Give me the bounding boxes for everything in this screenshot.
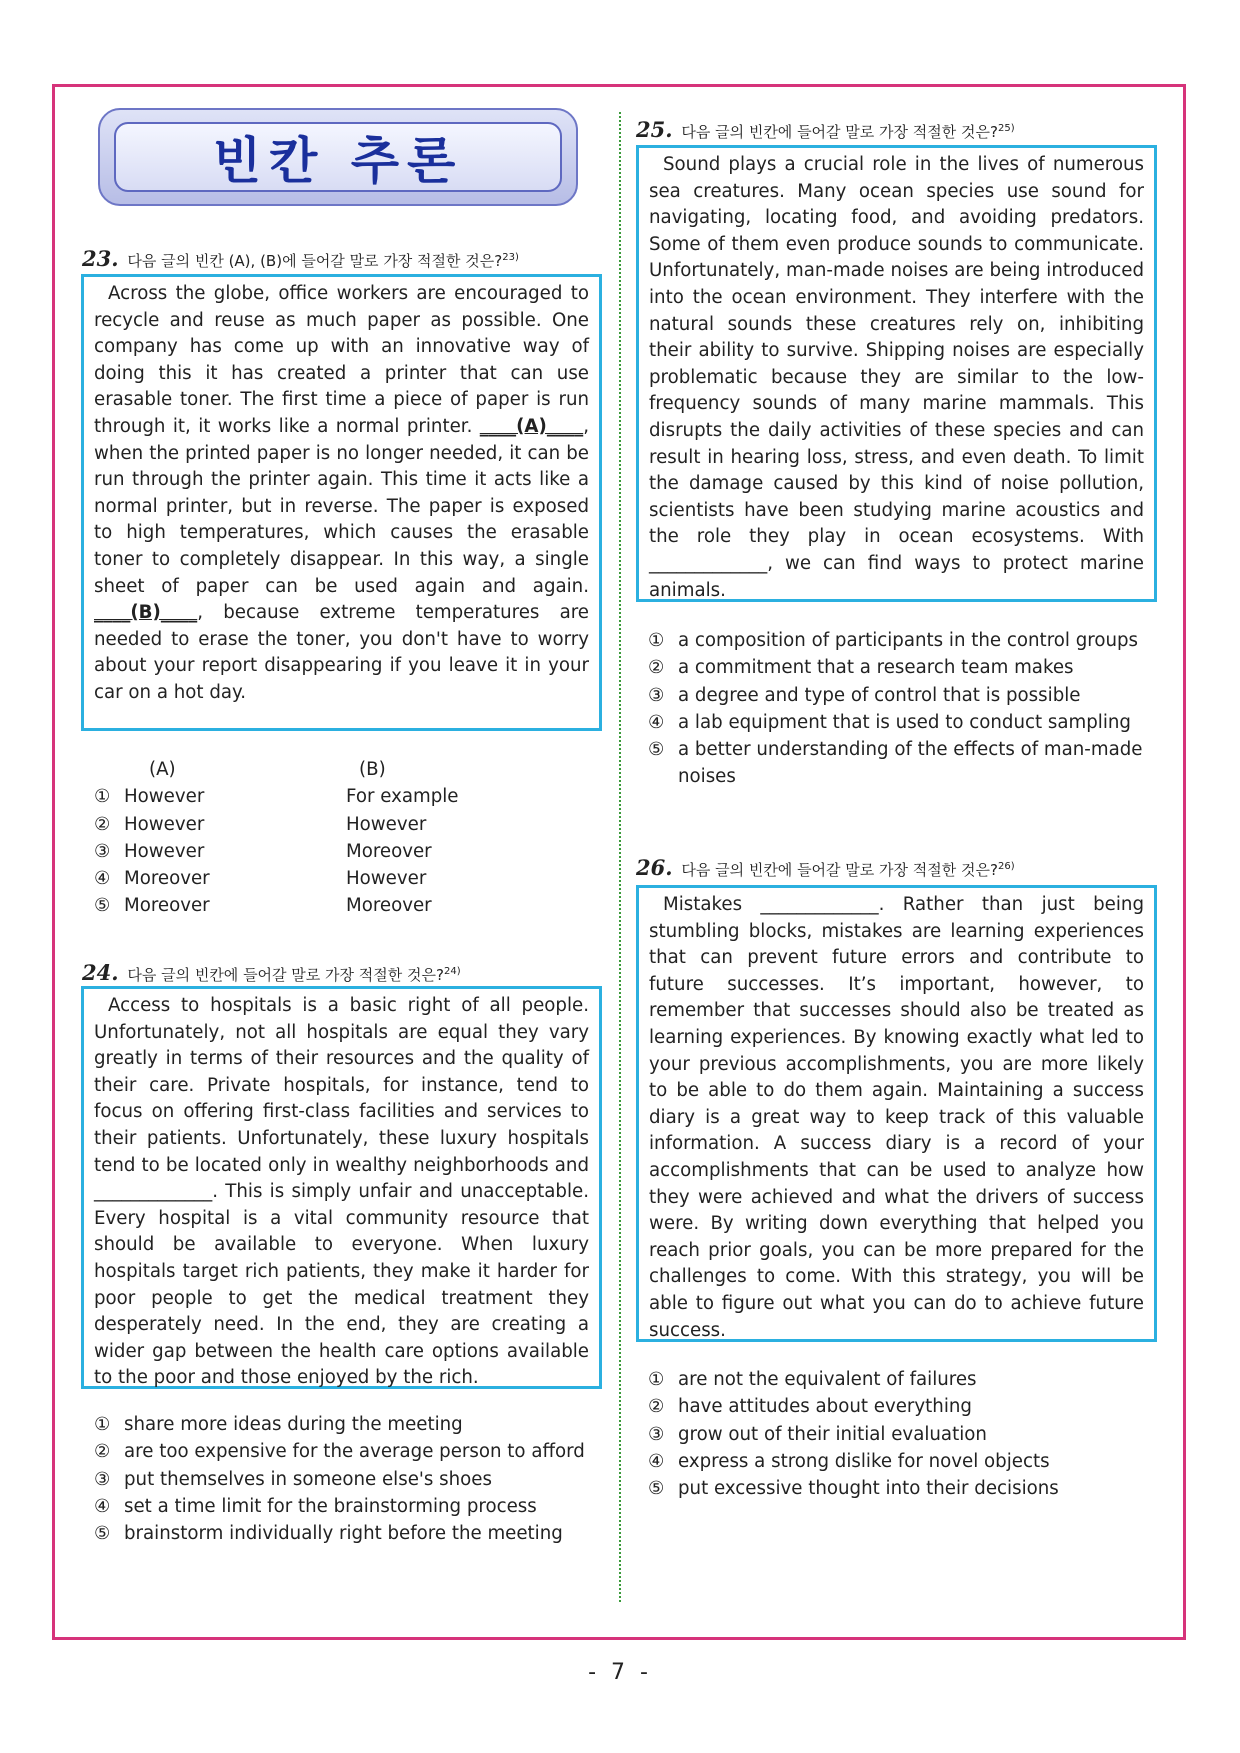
choice-text: a composition of participants in the control groups	[678, 630, 1139, 651]
q24-instruction: 다음 글의 빈칸에 들어갈 말로 가장 적절한 것은?	[127, 966, 444, 984]
q23-passage	[81, 274, 602, 731]
q24-footnote: 24)	[443, 966, 461, 977]
q26-choice-5[interactable]	[648, 1475, 1168, 1502]
choice-text: are not the equivalent of failures	[678, 1369, 977, 1390]
q26-choice-4[interactable]	[648, 1448, 1168, 1475]
choice-text: a degree and type of control that is possible	[678, 684, 1081, 706]
q24-choice-3[interactable]	[94, 1466, 614, 1493]
choice-number: ⑤	[648, 739, 665, 761]
choice-b: However	[346, 813, 427, 835]
q25-choice-2[interactable]	[648, 654, 1168, 681]
q26-choice-3[interactable]	[648, 1421, 1168, 1448]
q25-passage-text: Sound plays a crucial role in the lives of numerous sea creatures. Many ocean species use sound for navigating, locating food, and avoiding predators. Some of them even produce sounds to communicate. Unfortunately, man-made noises are being introduced into the ocean environment. They interfere with the natural sounds these creatures rely on, inhibiting their ability to survive. Shipping noises are especially problematic because they are similar to the low-frequency sounds of many marine mammals. This disrupts the daily activities of these species and can result in hearing loss, stress, and even death. To limit the damage caused by this kind of noise pollution, scientists have been studying marine acoustics and the role they play in ocean ecosystems. With _____________, we can find ways to protect marine animals.	[649, 154, 1144, 601]
q24-number: 24.	[82, 960, 119, 985]
choice-number: ②	[648, 657, 665, 679]
q26-choice-1[interactable]	[648, 1366, 1168, 1393]
q25-choice-1[interactable]	[648, 627, 1168, 654]
choice-number: ⑤	[94, 1523, 111, 1545]
choice-text: brainstorm individually right before the meeting	[124, 1523, 563, 1545]
choice-text: put themselves in someone else's shoes	[124, 1468, 492, 1490]
choice-a: However	[124, 813, 205, 835]
q26-choices	[648, 1366, 1168, 1502]
choice-b: Moreover	[346, 895, 432, 917]
q24-heading	[82, 960, 461, 985]
choice-b: For example	[346, 786, 459, 808]
choice-text: grow out of their initial evaluation	[678, 1423, 987, 1445]
choice-number: ①	[648, 630, 665, 651]
section-title-badge	[98, 108, 578, 206]
q23-choices	[94, 756, 594, 920]
q25-footnote: 25)	[997, 123, 1015, 134]
q23-blank-a: ____(A)____	[479, 415, 584, 437]
choice-text: a commitment that a research team makes	[678, 657, 1074, 679]
choice-number: ①	[648, 1369, 665, 1390]
choice-number: ⑤	[648, 1478, 665, 1500]
choice-b: Moreover	[346, 840, 432, 862]
q25-instruction: 다음 글의 빈칸에 들어갈 말로 가장 적절한 것은?	[681, 123, 998, 141]
q24-passage-text: Access to hospitals is a basic right of all people. Unfortunately, not all hospitals are equal they vary greatly in terms of their resources and the quality of their care. Private hospitals, for instance, tend to focus on offering first-class facilities and services to their patients. Unfortunately, these luxury hospitals tend to be located only in wealthy neighborhoods and _____________. This is simply unfair and unacceptable. Every hospital is a vital community resource that should be available to everyone. When luxury hospitals target rich patients, they make it harder for poor people to get the medical treatment they desperately need. In the end, they are creating a wider gap between the health care options available to the poor and those enjoyed by the rich.	[94, 995, 589, 1389]
q25-number: 25.	[636, 117, 673, 142]
choice-a: However	[124, 786, 205, 808]
choice-text: share more ideas during the meeting	[124, 1414, 463, 1435]
choice-number: ②	[94, 813, 111, 835]
choice-number: ③	[94, 1468, 111, 1490]
q23-choice-1[interactable]	[94, 783, 594, 810]
q23-choice-3[interactable]	[94, 838, 594, 865]
choice-b: However	[346, 868, 427, 890]
choice-number: ③	[648, 684, 665, 706]
q26-instruction: 다음 글의 빈칸에 들어갈 말로 가장 적절한 것은?	[681, 861, 998, 879]
q23-passage-part3: , because extreme temperatures are needed to erase the toner, you don't have to worry about your report disappearing if you leave it in your car on a hot day.	[94, 602, 589, 703]
q26-number: 26.	[636, 855, 673, 880]
choice-text: put excessive thought into their decisions	[678, 1478, 1059, 1500]
choice-number: ②	[648, 1396, 665, 1418]
choice-number: ①	[94, 1414, 111, 1435]
q23-col-b: (B)	[359, 759, 386, 780]
choice-a: Moreover	[124, 895, 210, 917]
section-title: 빈칸 추론	[212, 132, 464, 190]
q25-heading	[636, 117, 1015, 142]
choice-text: set a time limit for the brainstorming process	[124, 1495, 537, 1517]
q23-heading	[82, 246, 519, 271]
q26-footnote: 26)	[997, 861, 1015, 872]
q23-choice-4[interactable]	[94, 865, 594, 892]
q26-passage	[636, 885, 1157, 1342]
q23-col-a: (A)	[149, 759, 176, 780]
choice-a: However	[124, 840, 205, 862]
q25-choices	[648, 627, 1168, 791]
q24-choice-2[interactable]	[94, 1438, 614, 1465]
q24-passage	[81, 986, 602, 1389]
q23-choice-2[interactable]	[94, 811, 594, 838]
q25-passage	[636, 145, 1157, 602]
choice-number: ③	[648, 1423, 665, 1445]
q24-choice-5[interactable]	[94, 1520, 614, 1547]
q23-number: 23.	[82, 246, 119, 271]
q25-choice-3[interactable]	[648, 682, 1168, 709]
choice-number: ④	[94, 1495, 111, 1517]
q23-choice-5[interactable]	[94, 892, 594, 919]
choice-text: are too expensive for the average person to afford	[124, 1441, 585, 1463]
choice-text: express a strong dislike for novel objects	[678, 1450, 1050, 1472]
choice-number: ③	[94, 840, 111, 862]
choice-number: ⑤	[94, 895, 111, 917]
q25-choice-5[interactable]	[648, 736, 1168, 791]
q24-choice-4[interactable]	[94, 1493, 614, 1520]
choice-number: ④	[648, 1450, 665, 1472]
choice-text: a better understanding of the effects of man-made noises	[678, 739, 1143, 788]
q24-choice-1[interactable]	[94, 1411, 614, 1438]
q25-choice-4[interactable]	[648, 709, 1168, 736]
choice-number: ①	[94, 786, 111, 808]
choice-number: ④	[94, 868, 111, 890]
q23-blank-b: ____(B)____	[94, 602, 198, 624]
q24-choices	[94, 1411, 614, 1547]
q23-choice-header	[94, 756, 594, 783]
q26-choice-2[interactable]	[648, 1393, 1168, 1420]
q23-passage-part2: , when the printed paper is no longer needed, it can be run through the printer again. This time it acts like a normal printer, but in reverse. The paper is exposed to high temperatures, which causes the erasable toner to completely disappear. In this way, a single sheet of paper can be used again and again.	[94, 415, 589, 597]
q23-instruction: 다음 글의 빈칸 (A), (B)에 들어갈 말로 가장 적절한 것은?	[127, 252, 503, 270]
column-divider	[619, 112, 621, 1602]
choice-text: have attitudes about everything	[678, 1396, 972, 1418]
choice-number: ④	[648, 711, 665, 733]
section-title-inner	[114, 122, 562, 192]
q26-passage-text: Mistakes _____________. Rather than just being stumbling blocks, mistakes are learning experiences that can prevent future errors and contribute to future successes. It’s important, however, to remember that successes should also be treated as learning experiences. By knowing exactly what led to your previous accomplishments, you are more likely to be able to do them again. Maintaining a success diary is a great way to keep track of this valuable information. A success diary is a record of your accomplishments that can be used to analyze how they were achieved and what the drivers of success were. By writing down everything that helped you reach prior goals, you can be more prepared for the challenges to come. With this strategy, you will be able to figure out what you can do to achieve future success.	[649, 894, 1144, 1341]
page-number: - 7 -	[588, 1660, 652, 1685]
q23-passage-part1: Across the globe, office workers are encouraged to recycle and reuse as much paper as possible. One company has come up with an innovative way of doing this it has created a printer that can use erasable toner. The first time a piece of paper is run through it, it works like a normal printer.	[94, 283, 589, 437]
choice-text: a lab equipment that is used to conduct sampling	[678, 711, 1131, 733]
q23-footnote: 23)	[502, 252, 519, 263]
choice-number: ②	[94, 1441, 111, 1463]
q26-heading	[636, 855, 1015, 880]
choice-a: Moreover	[124, 868, 210, 890]
